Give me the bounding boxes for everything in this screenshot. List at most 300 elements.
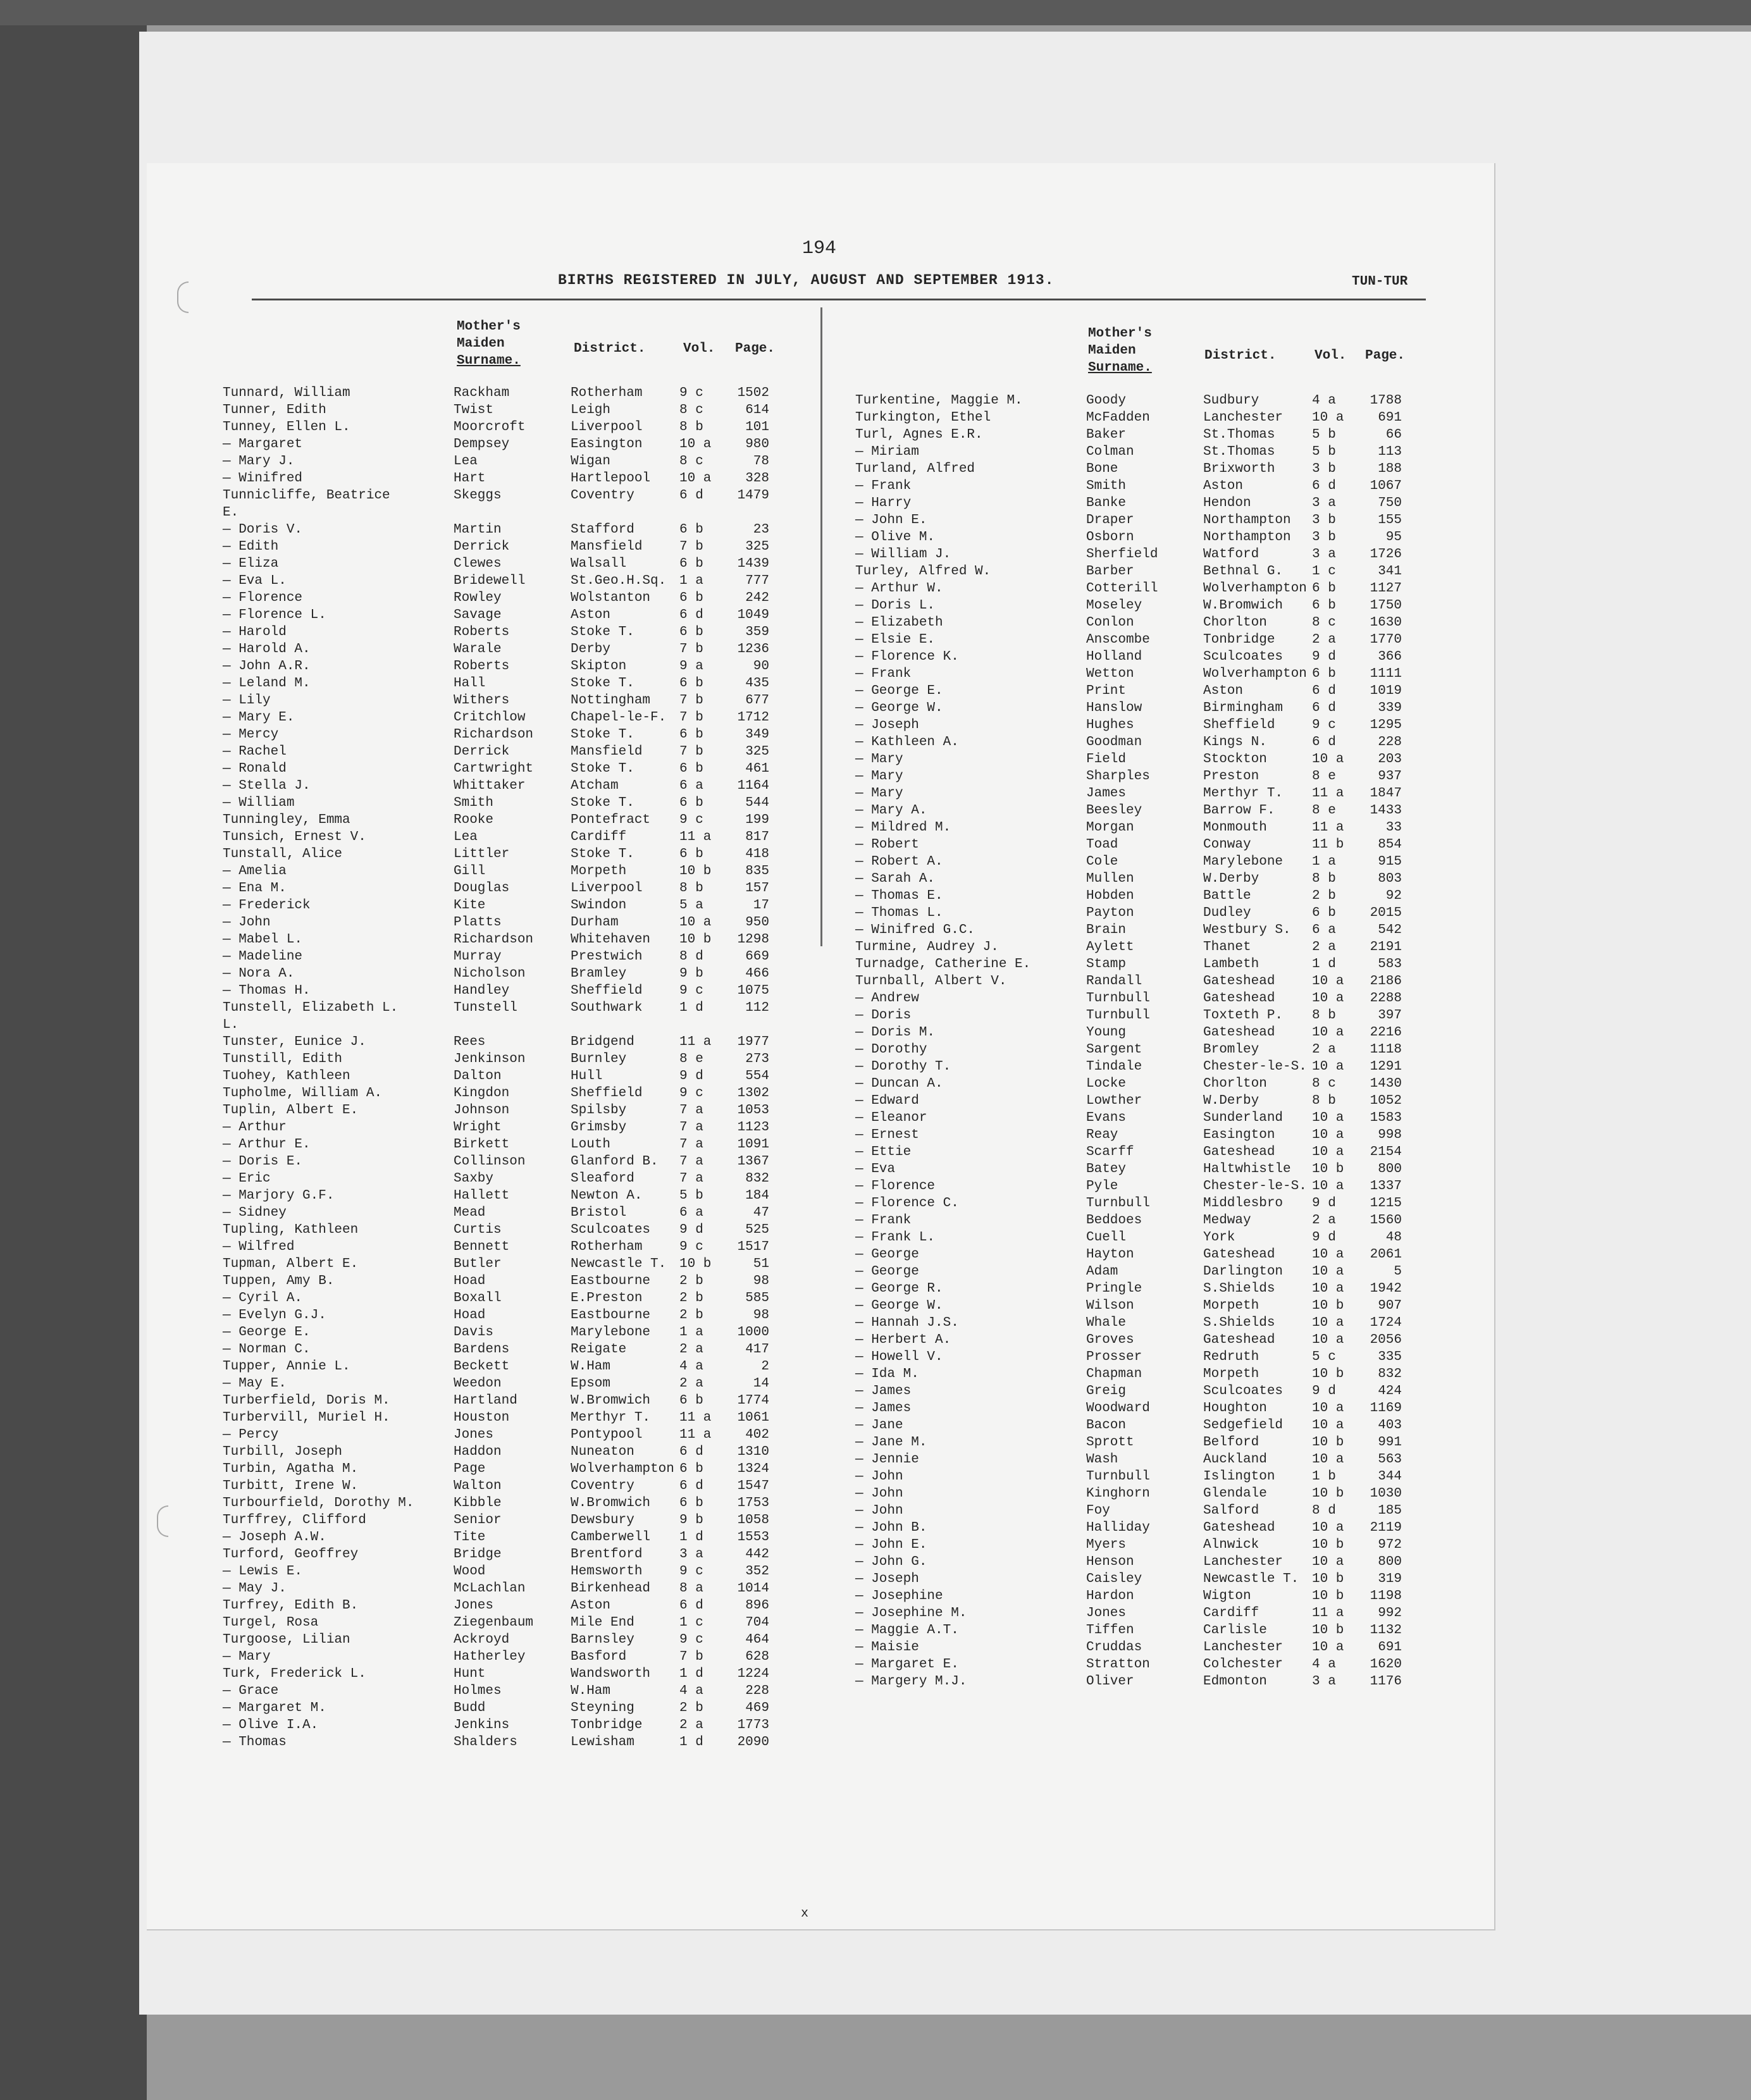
entry-page: 1198 [1370, 1589, 1402, 1603]
entry-name: Turk, Frederick L. [223, 1667, 366, 1681]
entry-volume: 10 a [1312, 1145, 1344, 1159]
entry-district: St.Thomas [1203, 445, 1275, 459]
entry-maiden-surname: Derrick [454, 744, 510, 759]
entry-name: — Harold A. [223, 642, 311, 657]
entry-maiden-surname: Tunstell [454, 1001, 517, 1015]
entry-page: 750 [1378, 496, 1402, 510]
entry-district: Salford [1203, 1504, 1259, 1518]
entry-page: 397 [1378, 1008, 1402, 1023]
left-page-header: Page. [735, 342, 776, 356]
entry-district: Bethnal G. [1203, 564, 1284, 579]
entry-volume: 3 a [679, 1547, 703, 1562]
entry-name: L. [223, 1018, 239, 1032]
entry-district: Haltwhistle [1203, 1162, 1291, 1177]
entry-page: 542 [1378, 923, 1402, 937]
entry-volume: 10 a [1312, 1264, 1344, 1279]
entry-maiden-surname: Jones [454, 1428, 494, 1442]
entry-name: E. [223, 505, 239, 520]
entry-name: — John [855, 1469, 903, 1484]
entry-district: Thanet [1203, 940, 1251, 954]
entry-page: 1433 [1370, 803, 1402, 818]
entry-name: Tunstell, Elizabeth L. [223, 1001, 399, 1015]
entry-volume: 9 c [679, 1240, 703, 1254]
entry-name: — John A.R. [223, 659, 311, 674]
entry-page: 464 [745, 1633, 769, 1647]
entry-volume: 9 b [679, 967, 703, 981]
entry-volume: 6 b [1312, 667, 1336, 681]
entry-district: Mansfield [571, 540, 643, 554]
entry-page: 525 [745, 1223, 769, 1237]
entry-maiden-surname: Hartland [454, 1393, 517, 1408]
entry-district: Northampton [1203, 513, 1291, 528]
entry-maiden-surname: Ackroyd [454, 1633, 510, 1647]
entry-volume: 6 d [1312, 735, 1336, 750]
entry-district: Gateshead [1203, 991, 1275, 1006]
entry-volume: 11 a [679, 830, 712, 844]
entry-page: 2015 [1370, 906, 1402, 920]
entry-maiden-surname: Smith [1086, 479, 1127, 493]
entry-district: Sculcoates [571, 1223, 651, 1237]
entry-district: Stoke T. [571, 796, 634, 810]
entry-district: Liverpool [571, 420, 643, 435]
entry-name: — Ronald [223, 762, 287, 776]
entry-page: 1291 [1370, 1059, 1402, 1074]
entry-district: Stoke T. [571, 847, 634, 862]
entry-name: — Joseph A.W. [223, 1530, 326, 1545]
entry-maiden-surname: Bridewell [454, 574, 526, 588]
entry-page: 1310 [737, 1445, 769, 1459]
entry-page: 1620 [1370, 1657, 1402, 1672]
entry-volume: 8 a [679, 1581, 703, 1596]
entry-maiden-surname: Jenkins [454, 1718, 510, 1732]
entry-page: 980 [745, 437, 769, 452]
entry-page: 92 [1385, 889, 1402, 903]
entry-district: Southwark [571, 1001, 643, 1015]
entry-name: — George W. [855, 1299, 943, 1313]
entry-name: — Nora A. [223, 967, 295, 981]
entry-volume: 1 c [1312, 564, 1336, 579]
entry-name: — Robert A. [855, 855, 943, 869]
entry-district: Derby [571, 642, 611, 657]
page-number: 194 [802, 238, 837, 259]
entry-volume: 7 b [679, 540, 703, 554]
entry-maiden-surname: Ziegenbaum [454, 1615, 534, 1630]
entry-name: — Mabel L. [223, 932, 303, 947]
entry-name: — Robert [855, 837, 919, 852]
entry-volume: 4 a [1312, 1657, 1336, 1672]
entry-name: Tunney, Ellen L. [223, 420, 350, 435]
entry-volume: 5 a [679, 898, 703, 913]
entry-name: — Mary [855, 769, 903, 784]
entry-district: Chapel-le-F. [571, 710, 667, 725]
entry-name: Tupholme, William A. [223, 1086, 383, 1101]
entry-maiden-surname: Kibble [454, 1496, 502, 1510]
punch-hole [177, 281, 189, 313]
entry-district: Wolverhampton [1203, 667, 1307, 681]
entry-maiden-surname: Mead [454, 1206, 486, 1220]
entry-page: 1547 [737, 1479, 769, 1493]
entry-maiden-surname: Hughes [1086, 718, 1134, 732]
entry-name: Tunstall, Alice [223, 847, 343, 862]
entry-name: — Mary J. [223, 454, 295, 469]
entry-maiden-surname: Barber [1086, 564, 1134, 579]
heading-rule [252, 299, 1426, 300]
entry-page: 325 [745, 744, 769, 759]
entry-volume: 3 b [1312, 513, 1336, 528]
entry-name: — Josephine M. [855, 1606, 967, 1621]
surname-range: TUN-TUR [1352, 275, 1408, 289]
entry-maiden-surname: Aylett [1086, 940, 1134, 954]
entry-maiden-surname: James [1086, 786, 1127, 801]
entry-maiden-surname: Hallett [454, 1189, 510, 1203]
entry-page: 319 [1378, 1572, 1402, 1586]
entry-volume: 10 a [679, 437, 712, 452]
entry-volume: 7 b [679, 642, 703, 657]
entry-district: Eastbourne [571, 1308, 651, 1323]
entry-volume: 7 b [679, 693, 703, 708]
entry-maiden-surname: Jenkinson [454, 1052, 526, 1066]
entry-page: 1019 [1370, 684, 1402, 698]
entry-maiden-surname: Greig [1086, 1384, 1127, 1399]
entry-page: 1788 [1370, 393, 1402, 408]
entry-volume: 11 b [1312, 837, 1344, 852]
entry-maiden-surname: Cotterill [1086, 581, 1158, 596]
entry-maiden-surname: Richardson [454, 932, 534, 947]
entry-maiden-surname: Rowley [454, 591, 502, 605]
entry-maiden-surname: Davis [454, 1325, 494, 1340]
entry-name: — Mercy [223, 727, 279, 742]
entry-district: Sculcoates [1203, 650, 1284, 664]
entry-volume: 6 d [1312, 684, 1336, 698]
entry-maiden-surname: Savage [454, 608, 502, 622]
entry-maiden-surname: Rackham [454, 386, 510, 400]
entry-maiden-surname: Stamp [1086, 957, 1127, 972]
entry-page: 800 [1378, 1555, 1402, 1569]
entry-page: 1502 [737, 386, 769, 400]
entry-maiden-surname: Banke [1086, 496, 1127, 510]
entry-name: — Doris L. [855, 598, 936, 613]
entry-volume: 11 a [679, 1411, 712, 1425]
entry-name: — Percy [223, 1428, 279, 1442]
entry-page: 2216 [1370, 1025, 1402, 1040]
entry-district: Stoke T. [571, 676, 634, 691]
entry-page: 325 [745, 540, 769, 554]
entry-name: — Winifred G.C. [855, 923, 975, 937]
entry-district: Wigan [571, 454, 611, 469]
entry-volume: 4 a [679, 1684, 703, 1698]
entry-name: Turbitt, Irene W. [223, 1479, 359, 1493]
entry-volume: 1 a [1312, 855, 1336, 869]
entry-page: 366 [1378, 650, 1402, 664]
entry-page: 1430 [1370, 1077, 1402, 1091]
entry-page: 155 [1378, 513, 1402, 528]
entry-district: Stoke T. [571, 727, 634, 742]
entry-volume: 9 c [679, 813, 703, 827]
entry-page: 98 [753, 1274, 769, 1288]
entry-maiden-surname: Draper [1086, 513, 1134, 528]
entry-page: 585 [745, 1291, 769, 1306]
entry-maiden-surname: Henson [1086, 1555, 1134, 1569]
entry-name: — George W. [855, 701, 943, 715]
entry-volume: 10 a [1312, 1452, 1344, 1467]
entry-name: — Andrew [855, 991, 919, 1006]
entry-volume: 10 b [679, 932, 712, 947]
entry-volume: 2 a [679, 1718, 703, 1732]
entry-name: Tuppen, Amy B. [223, 1274, 335, 1288]
entry-maiden-surname: Kite [454, 898, 486, 913]
entry-maiden-surname: Young [1086, 1025, 1127, 1040]
entry-volume: 11 a [679, 1035, 712, 1049]
entry-name: Tunnicliffe, Beatrice [223, 488, 390, 503]
entry-maiden-surname: Adam [1086, 1264, 1118, 1279]
entry-page: 1123 [737, 1120, 769, 1135]
entry-volume: 10 b [1312, 1538, 1344, 1552]
entry-name: Turbourfield, Dorothy M. [223, 1496, 414, 1510]
left-district-header: District. [574, 342, 646, 356]
entry-page: 95 [1385, 530, 1402, 545]
entry-maiden-surname: Senior [454, 1513, 502, 1528]
entry-name: — George R. [855, 1282, 943, 1296]
entry-name: — Elizabeth [855, 615, 943, 630]
entry-district: Gateshead [1203, 1247, 1275, 1262]
entry-name: Turgel, Rosa [223, 1615, 319, 1630]
entry-volume: 9 b [679, 1513, 703, 1528]
entry-page: 424 [1378, 1384, 1402, 1399]
column-divider [820, 307, 822, 946]
entry-volume: 9 a [679, 659, 703, 674]
entry-page: 972 [1378, 1538, 1402, 1552]
entry-district: Preston [1203, 769, 1259, 784]
entry-maiden-surname: Hatherley [454, 1650, 526, 1664]
entry-maiden-surname: Haddon [454, 1445, 502, 1459]
entry-name: — Lewis E. [223, 1564, 303, 1579]
entry-maiden-surname: Murray [454, 949, 502, 964]
entry-volume: 2 a [1312, 940, 1336, 954]
entry-district: Basford [571, 1650, 627, 1664]
entry-volume: 6 b [679, 727, 703, 742]
entry-maiden-surname: Sherfield [1086, 547, 1158, 562]
entry-volume: 6 d [1312, 479, 1336, 493]
entry-page: 992 [1378, 1606, 1402, 1621]
entry-page: 1774 [737, 1393, 769, 1408]
entry-district: Dudley [1203, 906, 1251, 920]
entry-maiden-surname: Hayton [1086, 1247, 1134, 1262]
entry-name: — Doris V. [223, 522, 303, 537]
entry-district: Kings N. [1203, 735, 1267, 750]
entry-volume: 2 b [1312, 889, 1336, 903]
entry-name: — May E. [223, 1376, 287, 1391]
entry-maiden-surname: Turnbull [1086, 1469, 1150, 1484]
entry-district: Hemsworth [571, 1564, 643, 1579]
entry-volume: 10 a [1312, 1316, 1344, 1330]
entry-volume: 5 b [1312, 428, 1336, 442]
entry-district: Monmouth [1203, 820, 1267, 835]
entry-name: Tuplin, Albert E. [223, 1103, 359, 1118]
entry-volume: 1 b [1312, 1469, 1336, 1484]
entry-district: Wolverhampton [1203, 581, 1307, 596]
entry-name: — Arthur W. [855, 581, 943, 596]
entry-name: — Frank [855, 1213, 912, 1228]
entry-maiden-surname: Osborn [1086, 530, 1134, 545]
entry-name: — Florence [223, 591, 303, 605]
entry-name: — Dorothy T. [855, 1059, 951, 1074]
entry-district: Bridgend [571, 1035, 634, 1049]
entry-page: 2056 [1370, 1333, 1402, 1347]
entry-district: Hull [571, 1069, 603, 1084]
entry-maiden-surname: Martin [454, 522, 502, 537]
entry-name: Tunsich, Ernest V. [223, 830, 366, 844]
entry-maiden-surname: Stratton [1086, 1657, 1150, 1672]
entry-name: — Jennie [855, 1452, 919, 1467]
entry-volume: 10 b [1312, 1435, 1344, 1450]
entry-district: Lewisham [571, 1735, 634, 1750]
entry-maiden-surname: Wash [1086, 1452, 1118, 1467]
entry-name: — Frank L. [855, 1230, 936, 1245]
entry-volume: 8 e [679, 1052, 703, 1066]
entry-name: — Madeline [223, 949, 303, 964]
entry-page: 1773 [737, 1718, 769, 1732]
entry-volume: 10 a [1312, 1247, 1344, 1262]
entry-name: Tupman, Albert E. [223, 1257, 359, 1271]
entry-volume: 6 b [679, 591, 703, 605]
entry-volume: 10 b [1312, 1486, 1344, 1501]
entry-district: Merthyr T. [571, 1411, 651, 1425]
entry-volume: 10 a [1312, 1111, 1344, 1125]
entry-maiden-surname: Walton [454, 1479, 502, 1493]
entry-page: 113 [1378, 445, 1402, 459]
entry-district: W.Derby [1203, 1094, 1259, 1108]
entry-maiden-surname: Myers [1086, 1538, 1127, 1552]
entry-page: 1215 [1370, 1196, 1402, 1211]
entry-district: Marylebone [571, 1325, 651, 1340]
entry-volume: 2 a [1312, 633, 1336, 647]
entry-page: 339 [1378, 701, 1402, 715]
entry-district: Cardiff [1203, 1606, 1259, 1621]
entry-district: St.Thomas [1203, 428, 1275, 442]
entry-name: — Mary [855, 786, 903, 801]
entry-volume: 10 a [1312, 1128, 1344, 1142]
entry-district: Aston [571, 608, 611, 622]
entry-maiden-surname: Pyle [1086, 1179, 1118, 1194]
entry-volume: 6 b [679, 625, 703, 639]
entry-district: Houghton [1203, 1401, 1267, 1416]
entry-name: — Jane [855, 1418, 903, 1433]
entry-name: — Doris E. [223, 1154, 303, 1169]
entry-name: — Arthur [223, 1120, 287, 1135]
entry-page: 1224 [737, 1667, 769, 1681]
entry-district: Epsom [571, 1376, 611, 1391]
entry-name: — Arthur E. [223, 1137, 311, 1152]
entry-page: 335 [1378, 1350, 1402, 1364]
entry-district: Sheffield [1203, 718, 1275, 732]
entry-name: — Mary E. [223, 710, 295, 725]
entry-district: Atcham [571, 779, 619, 793]
entry-district: Merthyr T. [1203, 786, 1284, 801]
page-title: BIRTHS REGISTERED IN JULY, AUGUST AND SEPTEMBER 1913. [558, 272, 1055, 288]
entry-volume: 6 b [679, 557, 703, 571]
entry-name: — Sarah A. [855, 872, 936, 886]
entry-maiden-surname: Derrick [454, 540, 510, 554]
entry-page: 199 [745, 813, 769, 827]
entry-name: Tunnard, William [223, 386, 350, 400]
film-edge-left [0, 0, 147, 2100]
entry-maiden-surname: Bone [1086, 462, 1118, 476]
entry-district: Prestwich [571, 949, 643, 964]
entry-name: — Rachel [223, 744, 287, 759]
entry-page: 614 [745, 403, 769, 417]
entry-volume: 10 a [1312, 1401, 1344, 1416]
entry-page: 48 [1385, 1230, 1402, 1245]
entry-page: 359 [745, 625, 769, 639]
entry-volume: 9 d [1312, 650, 1336, 664]
entry-name: Turfrey, Edith B. [223, 1598, 359, 1613]
entry-name: — May J. [223, 1581, 287, 1596]
entry-page: 1111 [1370, 667, 1402, 681]
left-vol-header: Vol. [683, 342, 715, 356]
entry-page: 1058 [737, 1513, 769, 1528]
entry-maiden-surname: Bardens [454, 1342, 510, 1357]
entry-district: Tonbridge [571, 1718, 643, 1732]
entry-page: 17 [753, 898, 769, 913]
entry-maiden-surname: Randall [1086, 974, 1142, 989]
entry-name: Turbin, Agatha M. [223, 1462, 359, 1476]
entry-page: 1753 [737, 1496, 769, 1510]
entry-page: 1030 [1370, 1486, 1402, 1501]
entry-maiden-surname: Field [1086, 752, 1127, 767]
entry-district: Stockton [1203, 752, 1267, 767]
entry-volume: 10 a [1312, 1521, 1344, 1535]
entry-page: 854 [1378, 837, 1402, 852]
entry-page: 2 [761, 1359, 769, 1374]
entry-district: Sheffield [571, 1086, 643, 1101]
entry-district: Bramley [571, 967, 627, 981]
entry-page: 51 [753, 1257, 769, 1271]
entry-district: Newcastle T. [1203, 1572, 1299, 1586]
entry-name: — Margaret M. [223, 1701, 326, 1715]
entry-volume: 9 d [679, 1223, 703, 1237]
entry-page: 1061 [737, 1411, 769, 1425]
entry-name: — Mary A. [855, 803, 927, 818]
entry-page: 328 [745, 471, 769, 486]
entry-district: Lanchester [1203, 1640, 1284, 1655]
entry-volume: 7 b [679, 1650, 703, 1664]
entry-district: Northampton [1203, 530, 1291, 545]
entry-maiden-surname: Skeggs [454, 488, 502, 503]
entry-page: 341 [1378, 564, 1402, 579]
entry-district: Mansfield [571, 744, 643, 759]
entry-name: — Olive I.A. [223, 1718, 319, 1732]
entry-name: — George E. [855, 684, 943, 698]
entry-district: Chorlton [1203, 615, 1267, 630]
entry-district: Lanchester [1203, 411, 1284, 425]
entry-district: Spilsby [571, 1103, 627, 1118]
entry-name: — John E. [855, 513, 927, 528]
entry-district: Cardiff [571, 830, 627, 844]
entry-maiden-surname: Cuell [1086, 1230, 1127, 1245]
entry-name: Turford, Geoffrey [223, 1547, 359, 1562]
entry-district: Easington [571, 437, 643, 452]
entry-maiden-surname: Beddoes [1086, 1213, 1142, 1228]
entry-volume: 6 b [679, 522, 703, 537]
entry-volume: 9 d [1312, 1384, 1336, 1399]
entry-maiden-surname: Withers [454, 693, 510, 708]
entry-volume: 8 b [679, 420, 703, 435]
entry-page: 1049 [737, 608, 769, 622]
entry-district: Glendale [1203, 1486, 1267, 1501]
entry-page: 5 [1394, 1264, 1402, 1279]
entry-district: Sheffield [571, 984, 643, 998]
entry-page: 112 [745, 1001, 769, 1015]
